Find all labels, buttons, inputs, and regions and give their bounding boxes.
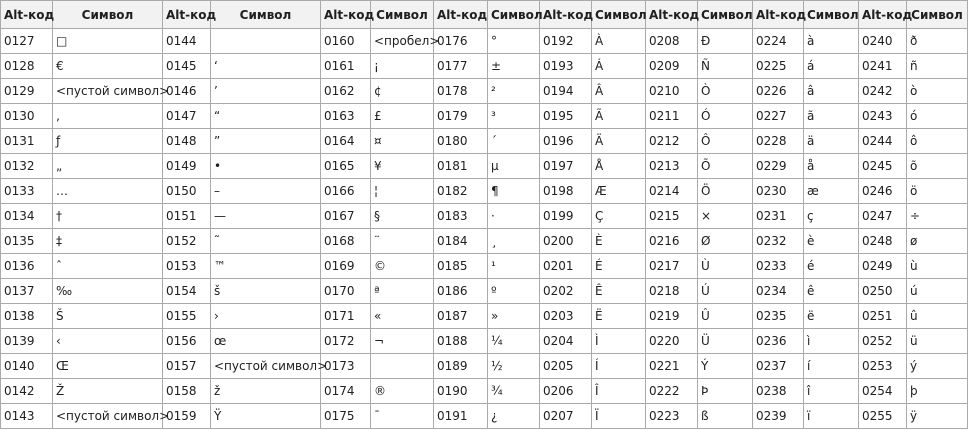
symbol-cell: ð [907, 29, 968, 54]
table-row [1, 179, 968, 204]
table-row [1, 204, 968, 229]
alt-code-cell: 0181 [434, 154, 488, 179]
alt-code-header: Alt-код [540, 1, 592, 29]
symbol-cell: × [698, 204, 753, 229]
alt-code-cell: 0137 [1, 279, 53, 304]
alt-code-cell: 0190 [434, 379, 488, 404]
symbol-cell: ´ [488, 129, 540, 154]
symbol-cell: À [592, 29, 646, 54]
alt-code-cell: 0135 [1, 229, 53, 254]
symbol-cell: ý [907, 354, 968, 379]
alt-code-cell: 0205 [540, 354, 592, 379]
table-row [1, 254, 968, 279]
symbol-cell: ‹ [53, 329, 163, 354]
symbol-cell: Î [592, 379, 646, 404]
symbol-cell: ç [804, 204, 859, 229]
symbol-cell: ¬ [371, 329, 434, 354]
alt-code-cell: 0155 [163, 304, 211, 329]
alt-code-cell: 0174 [321, 379, 371, 404]
symbol-cell: ˆ [53, 254, 163, 279]
symbol-cell: ã [804, 104, 859, 129]
alt-code-header: Alt-код [163, 1, 211, 29]
symbol-cell: ¨ [371, 229, 434, 254]
alt-code-cell: 0165 [321, 154, 371, 179]
symbol-cell: † [53, 204, 163, 229]
alt-code-cell: 0144 [163, 29, 211, 54]
symbol-cell: ± [488, 54, 540, 79]
alt-code-cell: 0167 [321, 204, 371, 229]
alt-code-cell: 0188 [434, 329, 488, 354]
symbol-cell: á [804, 54, 859, 79]
alt-code-cell: 0248 [859, 229, 907, 254]
symbol-cell: ì [804, 329, 859, 354]
table-body [1, 29, 968, 429]
alt-code-cell: 0250 [859, 279, 907, 304]
table-row [1, 329, 968, 354]
alt-code-cell: 0130 [1, 104, 53, 129]
alt-code-cell: 0168 [321, 229, 371, 254]
symbol-cell: à [804, 29, 859, 54]
alt-code-cell: 0210 [646, 79, 698, 104]
alt-code-cell: 0208 [646, 29, 698, 54]
alt-code-cell: 0251 [859, 304, 907, 329]
alt-code-cell: 0171 [321, 304, 371, 329]
symbol-cell: Å [592, 154, 646, 179]
alt-code-cell: 0223 [646, 404, 698, 429]
symbol-cell: ¶ [488, 179, 540, 204]
alt-code-cell: 0238 [753, 379, 804, 404]
alt-code-cell: 0136 [1, 254, 53, 279]
symbol-cell: Þ [698, 379, 753, 404]
symbol-cell: ž [211, 379, 321, 404]
symbol-cell: ú [907, 279, 968, 304]
symbol-cell: â [804, 79, 859, 104]
symbol-cell: ‚ [53, 104, 163, 129]
alt-code-cell: 0150 [163, 179, 211, 204]
symbol-cell: Õ [698, 154, 753, 179]
symbol-cell: ¯ [371, 404, 434, 429]
symbol-cell: Ü [698, 329, 753, 354]
alt-code-cell: 0149 [163, 154, 211, 179]
symbol-cell: ß [698, 404, 753, 429]
alt-code-cell: 0211 [646, 104, 698, 129]
alt-code-header: Alt-код [646, 1, 698, 29]
symbol-cell: ¡ [371, 54, 434, 79]
table-row [1, 54, 968, 79]
alt-code-cell: 0201 [540, 254, 592, 279]
symbol-cell: ù [907, 254, 968, 279]
symbol-cell: Á [592, 54, 646, 79]
alt-code-cell: 0236 [753, 329, 804, 354]
table-row [1, 129, 968, 154]
symbol-cell: • [211, 154, 321, 179]
symbol-cell: ¤ [371, 129, 434, 154]
symbol-cell: Ç [592, 204, 646, 229]
alt-code-cell: 0143 [1, 404, 53, 429]
symbol-cell: Ð [698, 29, 753, 54]
symbol-header: Символ [592, 1, 646, 29]
symbol-cell: Ö [698, 179, 753, 204]
symbol-cell: ¿ [488, 404, 540, 429]
table-row [1, 354, 968, 379]
symbol-cell: Ì [592, 329, 646, 354]
alt-code-cell: 0177 [434, 54, 488, 79]
alt-code-cell: 0140 [1, 354, 53, 379]
alt-code-cell: 0244 [859, 129, 907, 154]
symbol-header: Символ [53, 1, 163, 29]
alt-code-cell: 0216 [646, 229, 698, 254]
alt-code-cell: 0194 [540, 79, 592, 104]
symbol-cell: <пустой символ> [53, 79, 163, 104]
symbol-cell: Š [53, 304, 163, 329]
symbol-cell: <пустой символ> [211, 354, 321, 379]
alt-code-cell: 0240 [859, 29, 907, 54]
alt-code-header: Alt-код [753, 1, 804, 29]
alt-code-cell: 0191 [434, 404, 488, 429]
symbol-cell: ¦ [371, 179, 434, 204]
alt-code-cell: 0221 [646, 354, 698, 379]
alt-code-cell: 0247 [859, 204, 907, 229]
alt-code-cell: 0153 [163, 254, 211, 279]
symbol-cell: Ÿ [211, 404, 321, 429]
symbol-cell: µ [488, 154, 540, 179]
symbol-cell: £ [371, 104, 434, 129]
symbol-cell: „ [53, 154, 163, 179]
symbol-cell: € [53, 54, 163, 79]
symbol-cell: Ý [698, 354, 753, 379]
symbol-cell: Â [592, 79, 646, 104]
symbol-cell: ° [488, 29, 540, 54]
alt-code-cell: 0193 [540, 54, 592, 79]
table-row [1, 29, 968, 54]
alt-code-cell: 0162 [321, 79, 371, 104]
alt-code-cell: 0229 [753, 154, 804, 179]
alt-code-cell: 0241 [859, 54, 907, 79]
alt-code-cell: 0175 [321, 404, 371, 429]
alt-code-cell: 0253 [859, 354, 907, 379]
symbol-cell: ¹ [488, 254, 540, 279]
symbol-cell: º [488, 279, 540, 304]
symbol-cell: Ï [592, 404, 646, 429]
symbol-cell: Ž [53, 379, 163, 404]
symbol-cell: ÷ [907, 204, 968, 229]
symbol-cell: š [211, 279, 321, 304]
alt-code-cell: 0173 [321, 354, 371, 379]
symbol-cell: ‘ [211, 54, 321, 79]
symbol-cell: é [804, 254, 859, 279]
alt-code-cell: 0172 [321, 329, 371, 354]
alt-code-cell: 0246 [859, 179, 907, 204]
alt-code-cell: 0169 [321, 254, 371, 279]
symbol-cell: ¾ [488, 379, 540, 404]
symbol-cell: ï [804, 404, 859, 429]
symbol-cell: · [488, 204, 540, 229]
symbol-cell: þ [907, 379, 968, 404]
alt-code-cell: 0179 [434, 104, 488, 129]
symbol-cell: Œ [53, 354, 163, 379]
alt-code-cell: 0163 [321, 104, 371, 129]
alt-code-cell: 0196 [540, 129, 592, 154]
alt-code-header: Alt-код [1, 1, 53, 29]
alt-code-cell: 0204 [540, 329, 592, 354]
alt-code-cell: 0157 [163, 354, 211, 379]
alt-code-cell: 0139 [1, 329, 53, 354]
alt-code-cell: 0207 [540, 404, 592, 429]
symbol-cell: œ [211, 329, 321, 354]
table-row [1, 154, 968, 179]
alt-code-cell: 0206 [540, 379, 592, 404]
symbol-cell: è [804, 229, 859, 254]
alt-code-cell: 0159 [163, 404, 211, 429]
symbol-cell: õ [907, 154, 968, 179]
symbol-cell: “ [211, 104, 321, 129]
alt-code-cell: 0195 [540, 104, 592, 129]
symbol-cell: » [488, 304, 540, 329]
symbol-header: Символ [907, 1, 968, 29]
alt-code-cell: 0154 [163, 279, 211, 304]
symbol-cell: ó [907, 104, 968, 129]
symbol-cell: Æ [592, 179, 646, 204]
symbol-cell: Ú [698, 279, 753, 304]
symbol-cell: ” [211, 129, 321, 154]
symbol-cell: □ [53, 29, 163, 54]
alt-code-cell: 0200 [540, 229, 592, 254]
alt-code-cell: 0202 [540, 279, 592, 304]
symbol-cell: ™ [211, 254, 321, 279]
symbol-cell: Ñ [698, 54, 753, 79]
symbol-cell: © [371, 254, 434, 279]
alt-code-cell: 0249 [859, 254, 907, 279]
alt-code-cell: 0198 [540, 179, 592, 204]
symbol-cell: ¼ [488, 329, 540, 354]
alt-code-cell: 0220 [646, 329, 698, 354]
alt-code-cell: 0127 [1, 29, 53, 54]
alt-code-cell: 0128 [1, 54, 53, 79]
alt-code-cell: 0215 [646, 204, 698, 229]
alt-code-cell: 0133 [1, 179, 53, 204]
symbol-cell: « [371, 304, 434, 329]
alt-code-cell: 0166 [321, 179, 371, 204]
symbol-header: Символ [698, 1, 753, 29]
symbol-cell: ñ [907, 54, 968, 79]
alt-code-cell: 0228 [753, 129, 804, 154]
alt-code-cell: 0245 [859, 154, 907, 179]
alt-code-cell: 0152 [163, 229, 211, 254]
alt-code-cell: 0203 [540, 304, 592, 329]
symbol-cell: ë [804, 304, 859, 329]
alt-code-cell: 0192 [540, 29, 592, 54]
symbol-header: Символ [804, 1, 859, 29]
alt-code-cell: 0142 [1, 379, 53, 404]
symbol-cell: Ø [698, 229, 753, 254]
alt-code-header: Alt-код [434, 1, 488, 29]
alt-code-cell: 0183 [434, 204, 488, 229]
alt-code-cell: 0214 [646, 179, 698, 204]
symbol-cell: ø [907, 229, 968, 254]
alt-code-cell: 0199 [540, 204, 592, 229]
symbol-cell: ³ [488, 104, 540, 129]
alt-code-cell: 0160 [321, 29, 371, 54]
alt-code-cell: 0213 [646, 154, 698, 179]
symbol-cell: ® [371, 379, 434, 404]
symbol-cell: ö [907, 179, 968, 204]
symbol-cell: Ò [698, 79, 753, 104]
header-row [1, 1, 968, 29]
symbol-cell [371, 354, 434, 379]
alt-code-cell: 0212 [646, 129, 698, 154]
alt-code-cell: 0158 [163, 379, 211, 404]
symbol-cell: æ [804, 179, 859, 204]
symbol-cell: Ê [592, 279, 646, 304]
symbol-header: Символ [488, 1, 540, 29]
alt-code-cell: 0226 [753, 79, 804, 104]
alt-code-cell: 0176 [434, 29, 488, 54]
alt-code-cell: 0230 [753, 179, 804, 204]
alt-code-cell: 0147 [163, 104, 211, 129]
symbol-cell: å [804, 154, 859, 179]
alt-code-cell: 0186 [434, 279, 488, 304]
symbol-cell: — [211, 204, 321, 229]
alt-code-cell: 0185 [434, 254, 488, 279]
symbol-header: Символ [371, 1, 434, 29]
symbol-cell: ÿ [907, 404, 968, 429]
alt-code-cell: 0129 [1, 79, 53, 104]
alt-code-cell: 0237 [753, 354, 804, 379]
alt-code-cell: 0243 [859, 104, 907, 129]
alt-code-cell: 0222 [646, 379, 698, 404]
symbol-cell: ˜ [211, 229, 321, 254]
alt-code-cell: 0164 [321, 129, 371, 154]
symbol-cell: Û [698, 304, 753, 329]
table-row [1, 79, 968, 104]
symbol-cell: Ä [592, 129, 646, 154]
alt-code-cell: 0254 [859, 379, 907, 404]
alt-code-cell: 0209 [646, 54, 698, 79]
symbol-cell: ƒ [53, 129, 163, 154]
alt-code-cell: 0255 [859, 404, 907, 429]
alt-code-cell: 0178 [434, 79, 488, 104]
symbol-cell: ¥ [371, 154, 434, 179]
alt-code-cell: 0232 [753, 229, 804, 254]
alt-code-cell: 0146 [163, 79, 211, 104]
alt-code-cell: 0148 [163, 129, 211, 154]
symbol-cell: ‡ [53, 229, 163, 254]
symbol-cell: Ù [698, 254, 753, 279]
alt-code-cell: 0219 [646, 304, 698, 329]
alt-code-cell: 0187 [434, 304, 488, 329]
alt-code-cell: 0156 [163, 329, 211, 354]
table-header [1, 1, 968, 29]
symbol-cell: û [907, 304, 968, 329]
symbol-cell: Ã [592, 104, 646, 129]
symbol-cell [211, 29, 321, 54]
alt-code-cell: 0239 [753, 404, 804, 429]
alt-code-cell: 0234 [753, 279, 804, 304]
table-row [1, 229, 968, 254]
symbol-cell: Ô [698, 129, 753, 154]
alt-code-cell: 0145 [163, 54, 211, 79]
alt-code-cell: 0224 [753, 29, 804, 54]
symbol-cell: ² [488, 79, 540, 104]
symbol-cell: ê [804, 279, 859, 304]
alt-code-cell: 0161 [321, 54, 371, 79]
alt-code-cell: 0134 [1, 204, 53, 229]
symbol-cell: ü [907, 329, 968, 354]
alt-code-cell: 0131 [1, 129, 53, 154]
table-row [1, 279, 968, 304]
alt-code-cell: 0180 [434, 129, 488, 154]
alt-code-cell: 0189 [434, 354, 488, 379]
alt-code-header: Alt-код [321, 1, 371, 29]
symbol-cell: Ë [592, 304, 646, 329]
symbol-cell: ’ [211, 79, 321, 104]
symbol-cell: ô [907, 129, 968, 154]
alt-code-cell: 0132 [1, 154, 53, 179]
symbol-cell: <пробел> [371, 29, 434, 54]
table-row [1, 104, 968, 129]
symbol-cell: § [371, 204, 434, 229]
symbol-cell: ¢ [371, 79, 434, 104]
alt-code-cell: 0227 [753, 104, 804, 129]
symbol-cell: î [804, 379, 859, 404]
symbol-cell: – [211, 179, 321, 204]
table-row [1, 379, 968, 404]
symbol-cell: É [592, 254, 646, 279]
symbol-cell: ‰ [53, 279, 163, 304]
symbol-cell: È [592, 229, 646, 254]
alt-code-cell: 0252 [859, 329, 907, 354]
symbol-cell: ä [804, 129, 859, 154]
alt-code-cell: 0242 [859, 79, 907, 104]
alt-code-cell: 0138 [1, 304, 53, 329]
alt-code-cell: 0217 [646, 254, 698, 279]
alt-code-cell: 0184 [434, 229, 488, 254]
symbol-cell: ¸ [488, 229, 540, 254]
symbol-cell: ª [371, 279, 434, 304]
symbol-cell: ½ [488, 354, 540, 379]
alt-code-cell: 0197 [540, 154, 592, 179]
alt-code-cell: 0218 [646, 279, 698, 304]
symbol-cell: … [53, 179, 163, 204]
symbol-cell: ò [907, 79, 968, 104]
table-row [1, 304, 968, 329]
alt-code-cell: 0231 [753, 204, 804, 229]
alt-code-cell: 0151 [163, 204, 211, 229]
alt-code-cell: 0170 [321, 279, 371, 304]
alt-code-cell: 0182 [434, 179, 488, 204]
symbol-cell: › [211, 304, 321, 329]
symbol-cell: Ó [698, 104, 753, 129]
table-row [1, 404, 968, 429]
symbol-cell: <пустой символ> [53, 404, 163, 429]
symbol-header: Символ [211, 1, 321, 29]
alt-code-cell: 0233 [753, 254, 804, 279]
symbol-cell: Í [592, 354, 646, 379]
alt-code-header: Alt-код [859, 1, 907, 29]
symbol-cell: í [804, 354, 859, 379]
alt-code-cell: 0235 [753, 304, 804, 329]
alt-code-cell: 0225 [753, 54, 804, 79]
